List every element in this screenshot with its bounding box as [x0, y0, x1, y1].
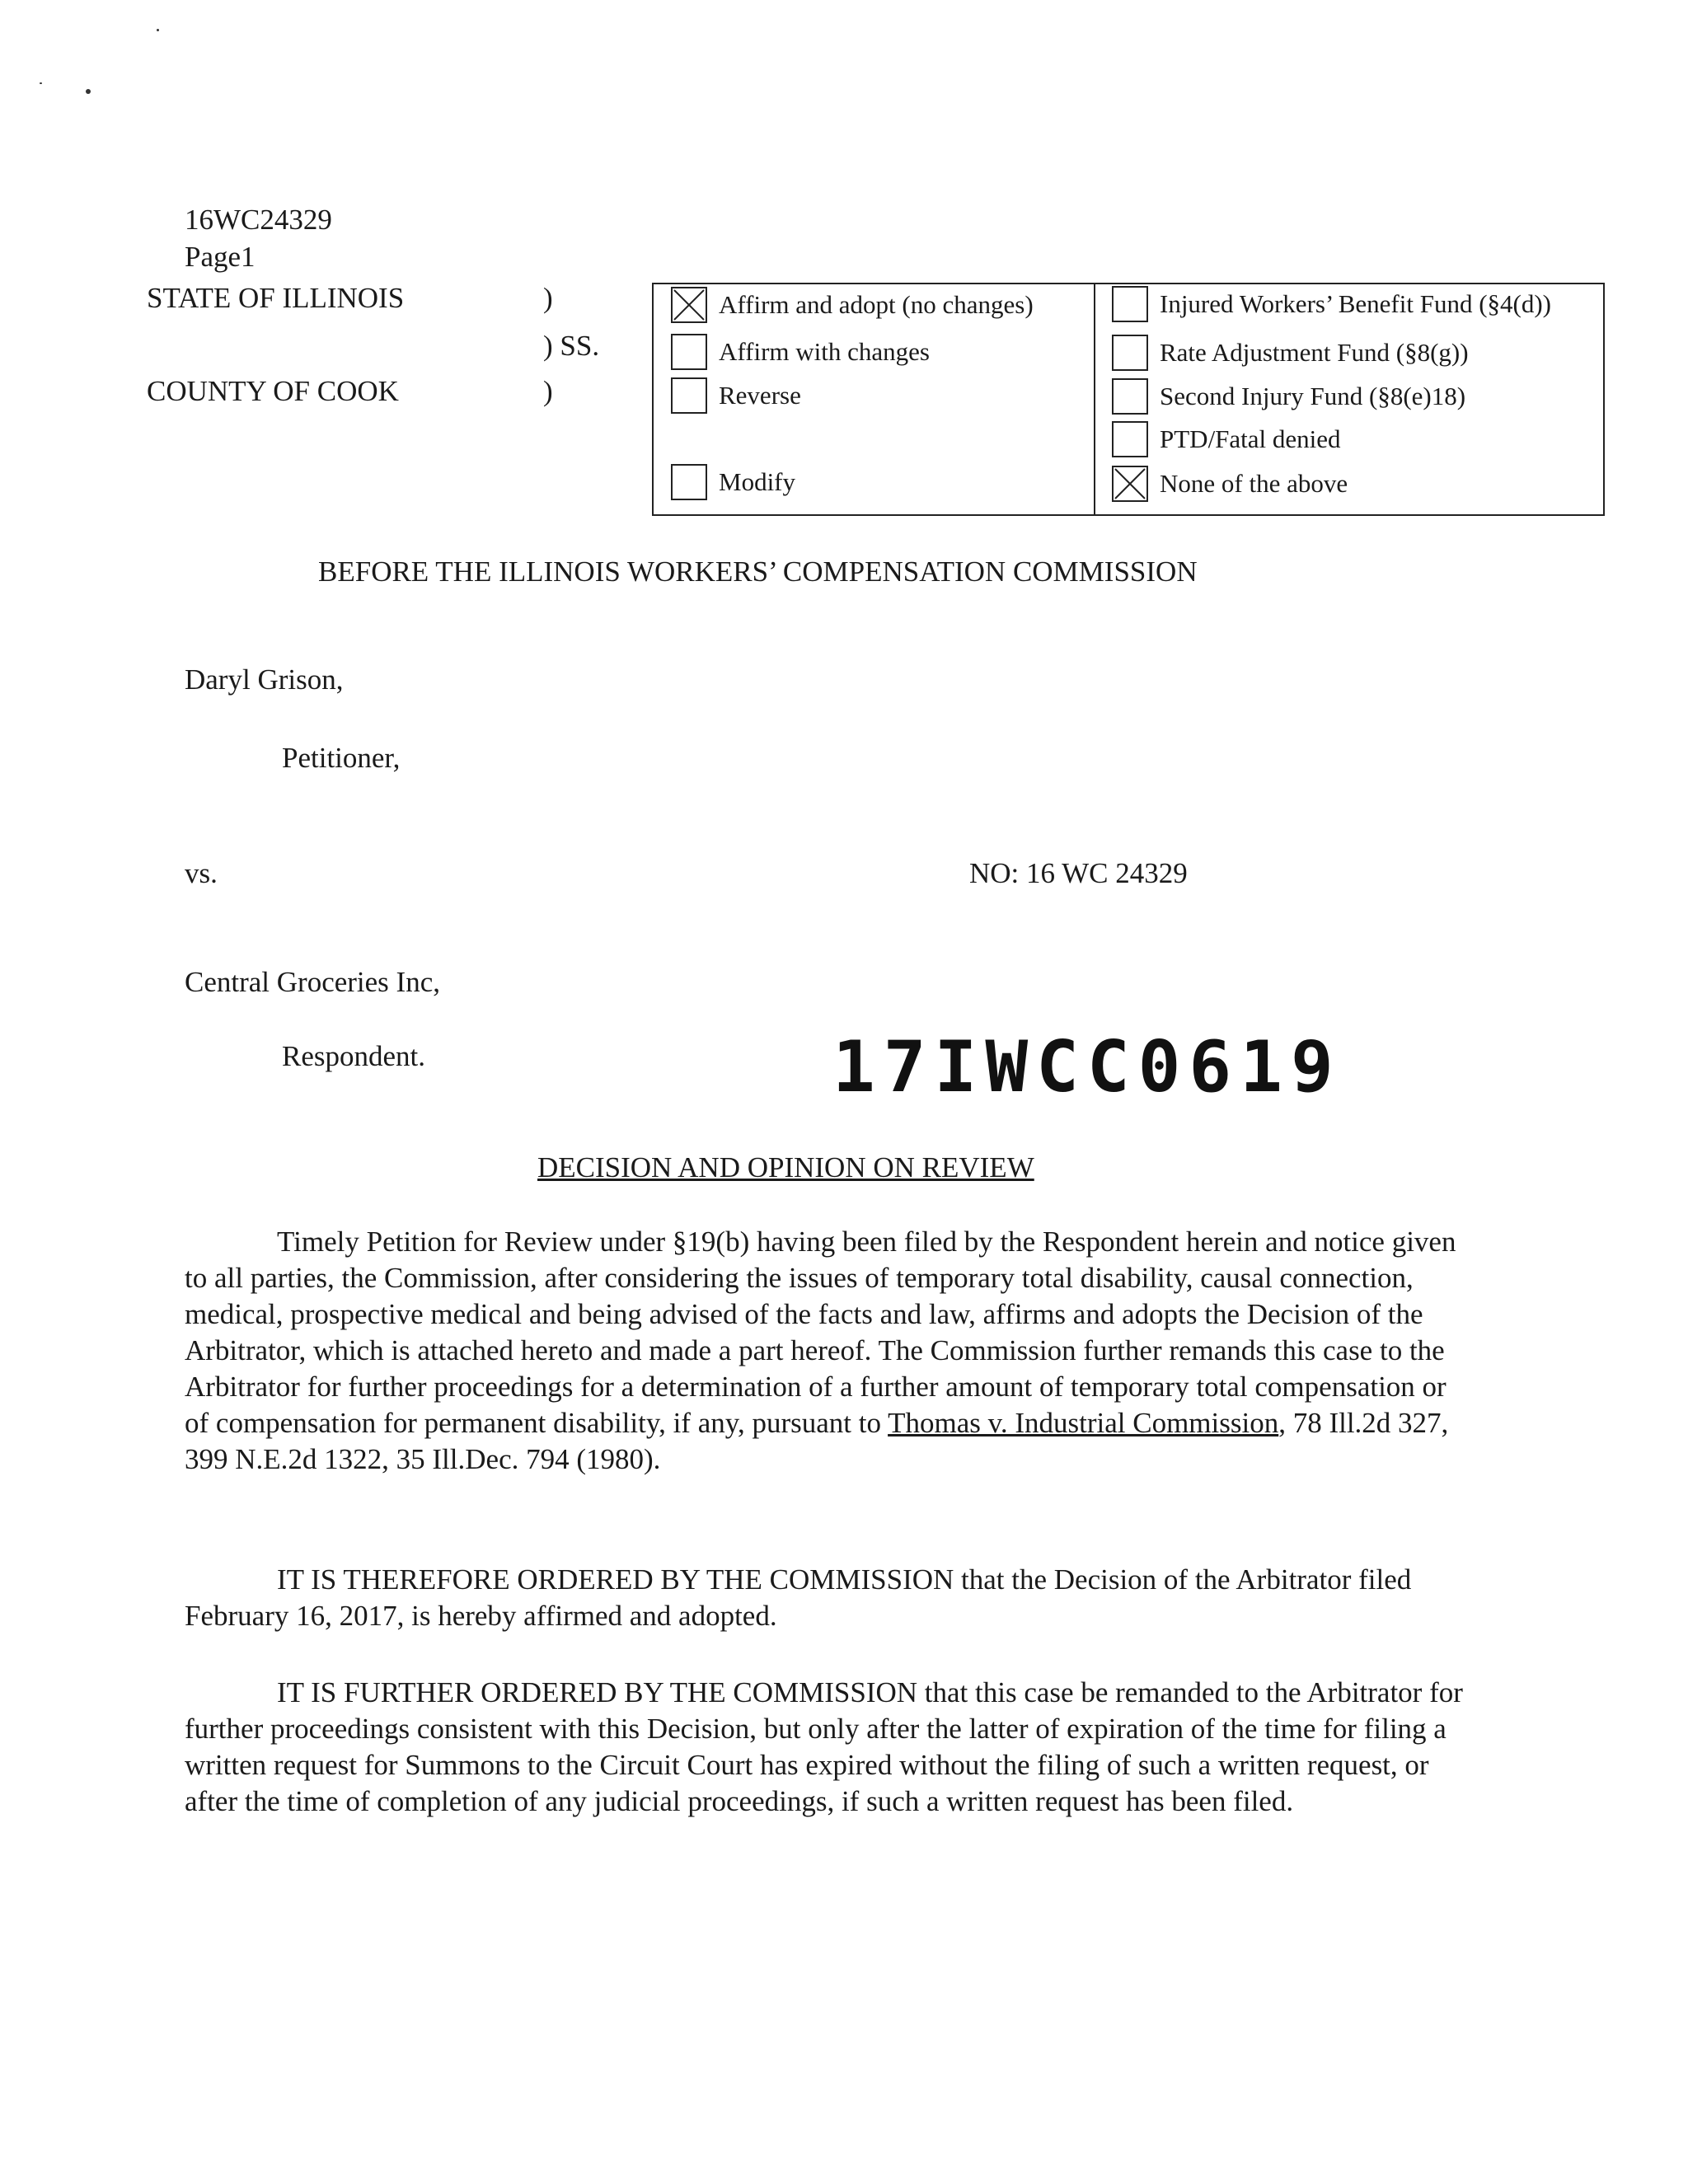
table-divider — [1094, 284, 1095, 514]
review-options-table — [652, 283, 1605, 516]
option-label: None of the above — [1160, 469, 1348, 498]
case-number: NO: 16 WC 24329 — [969, 857, 1188, 889]
petitioner-name: Daryl Grison, — [185, 663, 344, 696]
case-citation: Thomas v. Industrial Commission — [888, 1407, 1279, 1439]
respondent-name: Central Groceries Inc, — [185, 966, 440, 998]
checkbox[interactable] — [671, 377, 707, 414]
checkbox[interactable] — [671, 334, 707, 370]
checkbox[interactable] — [1112, 378, 1148, 415]
commission-decision-stamp: 17IWCC0619 — [832, 1026, 1342, 1108]
paragraph-text: IT IS THEREFORE ORDERED BY THE COMMISSION that the Decision of the Arbitrator filed February 16, 2017, is hereby affirmed and adopted. — [185, 1563, 1412, 1632]
decision-title: DECISION AND OPINION ON REVIEW — [537, 1151, 1034, 1183]
option-label: Injured Workers’ Benefit Fund (§4(d)) — [1160, 289, 1552, 318]
petitioner-role: Petitioner, — [282, 742, 401, 774]
option-label: PTD/Fatal denied — [1160, 424, 1341, 453]
x-mark-icon — [1114, 467, 1146, 500]
checkbox[interactable] — [1112, 466, 1148, 502]
paragraph-text: IT IS FURTHER ORDERED BY THE COMMISSION that this case be remanded to the Arbitrator for further proceedings consistent with this Decision, but only after the latter of expiration of the time for filing a written request for Summons to the Circuit Court has expired without the filing of such a written request, or after the time of completion of any judicial proceedings, if such a written request has been filed. — [185, 1676, 1463, 1817]
paragraph-review-petition — [185, 1224, 1470, 1478]
option-label: Second Injury Fund (§8(e)18) — [1160, 382, 1466, 410]
paragraph-order-affirm — [185, 1562, 1470, 1634]
case-number-header: 16WC24329 — [185, 204, 332, 236]
respondent-role: Respondent. — [282, 1040, 426, 1072]
paragraph-text: , 78 Ill.2d 327, 399 N.E.2d 1322, 35 Ill.Dec. 794 (1980). — [185, 1407, 1449, 1475]
option-label: Reverse — [719, 381, 801, 410]
option-label: Affirm and adopt (no changes) — [719, 290, 1034, 319]
scan-speck — [86, 89, 91, 94]
versus: vs. — [185, 857, 218, 889]
paragraph-text: Timely Petition for Review under §19(b) having been filed by the Respondent herein and notice given to all parties, the Commission, after considering the issues of temporary total disability, causal connection, medical, prospective medical and being advised of the facts and law, affirms and adopts the Decision of the Arbitrator, which is attached hereto and made a part hereof. The Commission further remands this case to the Arbitrator for further proceedings for a determination of a further amount of temporary total compensation or of compensation for permanent disability, if any, pursuant to — [185, 1226, 1456, 1439]
option-label: Affirm with changes — [719, 337, 930, 366]
option-label: Rate Adjustment Fund (§8(g)) — [1160, 338, 1469, 367]
checkbox[interactable] — [1112, 335, 1148, 371]
venue-paren: ) — [543, 375, 553, 407]
option-label: Modify — [719, 467, 795, 496]
checkbox[interactable] — [1112, 421, 1148, 457]
venue-county: COUNTY OF COOK — [147, 375, 399, 407]
venue-state: STATE OF ILLINOIS — [147, 282, 405, 314]
checkbox[interactable] — [671, 464, 707, 500]
checkbox[interactable] — [671, 287, 707, 323]
page-label: Page1 — [185, 241, 256, 273]
venue-paren: ) — [543, 282, 553, 314]
paragraph-order-remand — [185, 1675, 1470, 1820]
venue-ss: ) SS. — [543, 330, 600, 362]
commission-heading: BEFORE THE ILLINOIS WORKERS’ COMPENSATION COMMISSION — [318, 555, 1198, 588]
x-mark-icon — [673, 288, 706, 321]
scan-speck — [157, 29, 159, 31]
scan-speck — [40, 82, 42, 84]
checkbox[interactable] — [1112, 286, 1148, 322]
